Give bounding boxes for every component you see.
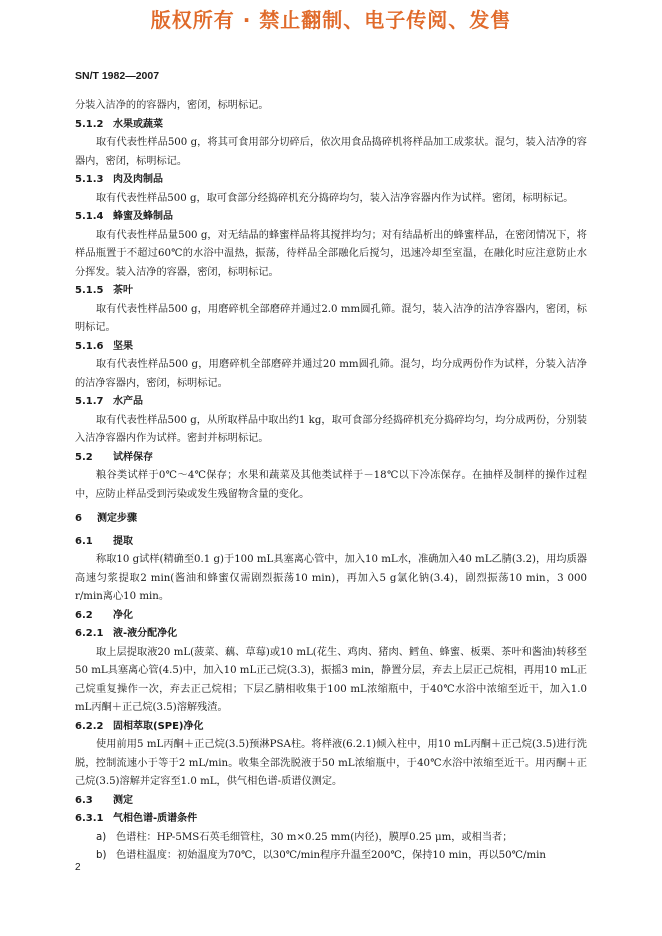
heading-6-2: 6.2 净化 [75, 609, 133, 621]
paragraph-5-1-6: 取有代表性样品500 g，用磨碎机全部磨碎并通过20 mm圆孔筛。混匀，均分成两份作为试样，分装入洁净的洁净容器内，密闭，标明标记。 [75, 359, 587, 389]
paragraph-6-2-2: 使用前用5 mL丙酮＋正己烷(3.5)预淋PSA柱。将样液(6.2.1)倾入柱中，用10 mL丙酮＋正己烷(3.5)进行洗脱，控制流速小于等于2 mL/min。收集全部洗脱液于50 mL浓缩瓶中，于40℃水浴中浓缩至近干。用丙酮＋正己烷(3.5)溶解并定容至1.0 mL，供气相色谱-质谱仪测定。 [75, 739, 587, 787]
intro-paragraph: 分装入洁净的的容器内，密闭，标明标记。 [75, 100, 269, 111]
heading-5-1-7: 5.1.7 水产品 [75, 396, 143, 407]
heading-5-1-6: 5.1.6 坚果 [75, 340, 133, 352]
paragraph-5-1-3: 取有代表性样品500 g，取可食部分经捣碎机充分捣碎均匀，装入洁净容器内作为试样。密闭，标明标记。 [96, 192, 574, 204]
list-item: b) 色谱柱温度：初始温度为70℃，以30℃/min程序升温至200℃，保持10 min，再以50℃/min [96, 850, 546, 861]
document-body [75, 97, 587, 866]
paragraph-5-2: 粮谷类试样于0℃～4℃保存；水果和蔬菜及其他类试样于－18℃以下冷冻保存。在抽样及制样的操作过程中，应防止样品受到污染或发生残留物含量的变化。 [75, 470, 587, 500]
heading-6-3-1: 6.3.1 气相色谱-质谱条件 [75, 813, 198, 824]
heading-5-1-4: 5.1.4 蜂蜜及蜂制品 [75, 211, 173, 222]
list-item: a) 色谱柱：HP-5MS石英毛细管柱，30 m×0.25 mm(内径)，膜厚0.25 μm，或相当者； [96, 831, 513, 843]
heading-6-2-2: 6.2.2 固相萃取(SPE)净化 [75, 720, 204, 732]
paragraph-5-1-5: 取有代表性样品500 g，用磨碎机全部磨碎并通过2.0 mm圆孔筛。混匀，装入洁净的洁净容器内，密闭，标明标记。 [75, 303, 587, 333]
heading-5-1-2: 5.1.2 水果或蔬菜 [75, 118, 163, 130]
copyright-watermark: 版权所有 · 禁止翻制、电子传阅、发售 [150, 8, 512, 32]
page-number: 2 [75, 862, 81, 873]
paragraph-5-1-2: 取有代表性样品500 g，将其可食用部分切碎后，依次用食品捣碎机将样品加工成浆状。混匀，装入洁净的容器内，密闭，标明标记。 [75, 137, 587, 167]
standard-code-header: SN/T 1982—2007 [75, 70, 160, 82]
heading-6-2-1: 6.2.1 液-液分配净化 [75, 628, 178, 639]
heading-6-1: 6.1 提取 [75, 535, 133, 547]
paragraph-6-1: 称取10 g试样(精确至0.1 g)于100 mL具塞离心管中，加入10 mL水，准确加入40 mL乙腈(3.2)，用均质器高速匀浆提取2 min(酱油和蜂蜜仅需剧烈振荡10 min)，再加入5 g氯化钠(3.4)，剧烈振荡10 min，3 000 r/min离心10 min。 [75, 554, 587, 602]
heading-6-3: 6.3 测定 [75, 794, 133, 806]
paragraph-5-1-4: 取有代表性样品量500 g，对无结晶的蜂蜜样品将其搅拌均匀；对有结晶析出的蜂蜜样品，在密闭情况下，将样品瓶置于不超过60℃的水浴中温热，振荡，待样品全部融化后搅匀，迅速冷却至室温，在融化时应注意防止水分挥发。装入洁净的容器，密闭，标明标记。 [75, 229, 587, 278]
heading-5-1-5: 5.1.5 茶叶 [75, 285, 133, 296]
heading-6: 6 测定步骤 [75, 513, 137, 524]
paragraph-6-2-1: 取上层提取液20 mL(菠菜、藕、草莓)或10 mL(花生、鸡肉、猪肉、鳕鱼、蜂蜜、板栗、茶叶和酱油)转移至50 mL具塞离心管(4.5)中，加入10 mL正己烷(3.3)，振摇3 min，静置分层，弃去上层正己烷相，再用10 mL正己烷重复操作一次，弃去正己烷相；下层乙腈相收集于100 mL浓缩瓶中，于40℃水浴中浓缩至近干，加入1.0 mL丙酮＋正己烷(3.5)溶解残渣。 [75, 646, 587, 713]
paragraph-5-1-7: 取有代表性样品500 g，从所取样品中取出约1 kg，取可食部分经捣碎机充分捣碎均匀，均分成两份，分别装入洁净容器内作为试样。密封并标明标记。 [75, 414, 587, 444]
heading-5-2: 5.2 试样保存 [75, 451, 153, 463]
heading-5-1-3: 5.1.3 肉及肉制品 [75, 174, 163, 185]
